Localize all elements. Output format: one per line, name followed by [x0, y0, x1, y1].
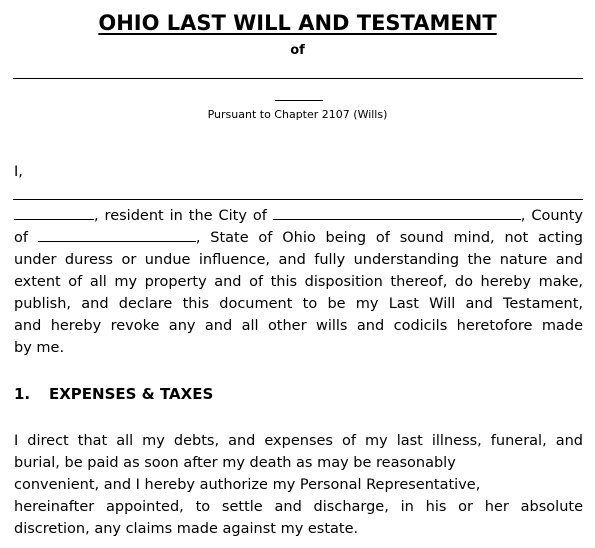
intro-paragraph: [14, 205, 583, 359]
resident-blank[interactable]: [14, 205, 94, 220]
of-word: of: [14, 230, 28, 246]
resident-line: [14, 205, 583, 227]
intro-i: I,: [14, 164, 23, 180]
intro-line-4: and hereby revoke any and all other wills and codicils heretofore made: [14, 318, 583, 334]
state-text: , State of Ohio being of sound mind, not acting: [195, 230, 584, 246]
expenses-line-5: discretion, any claims made against my estate.: [14, 521, 359, 537]
document-title: [0, 9, 595, 37]
intro-line-2: extent of all my property and of this disposition thereof, do hereby make,: [14, 274, 583, 290]
document-title-text: OHIO LAST WILL AND TESTAMENT: [98, 11, 497, 35]
county-blank[interactable]: [38, 227, 196, 242]
section-title: EXPENSES & TAXES: [49, 385, 214, 403]
of-label: of: [290, 43, 305, 58]
section-heading-expenses: [14, 384, 213, 404]
expenses-line-3: convenient, and I hereby authorize my Personal Representative,: [14, 477, 481, 493]
pursuant-subtitle: Pursuant to Chapter 2107 (Wills): [207, 108, 388, 121]
short-blank-line[interactable]: [275, 100, 323, 101]
testator-full-name-line[interactable]: [13, 199, 583, 200]
expenses-line-4: hereinafter appointed, to settle and discharge, in his or her absolute: [14, 499, 583, 515]
intro-line-3: publish, and declare this document to be my Last Will and Testament,: [14, 296, 583, 312]
county-line: [14, 227, 583, 249]
city-blank[interactable]: [273, 205, 521, 220]
testator-name-line[interactable]: [13, 78, 583, 79]
expenses-line-2: burial, be paid as soon after my death as may be reasonably: [14, 455, 456, 471]
intro-line-1: under duress or undue influence, and fully understanding the nature and: [14, 252, 583, 268]
county-text: , County: [520, 208, 583, 224]
expenses-paragraph: [14, 430, 583, 540]
resident-text: , resident in the City of: [94, 208, 267, 224]
section-number: 1.: [14, 385, 31, 403]
intro-line-5: by me.: [14, 340, 65, 356]
expenses-line-1: I direct that all my debts, and expenses of my last illness, funeral, and: [14, 433, 583, 449]
